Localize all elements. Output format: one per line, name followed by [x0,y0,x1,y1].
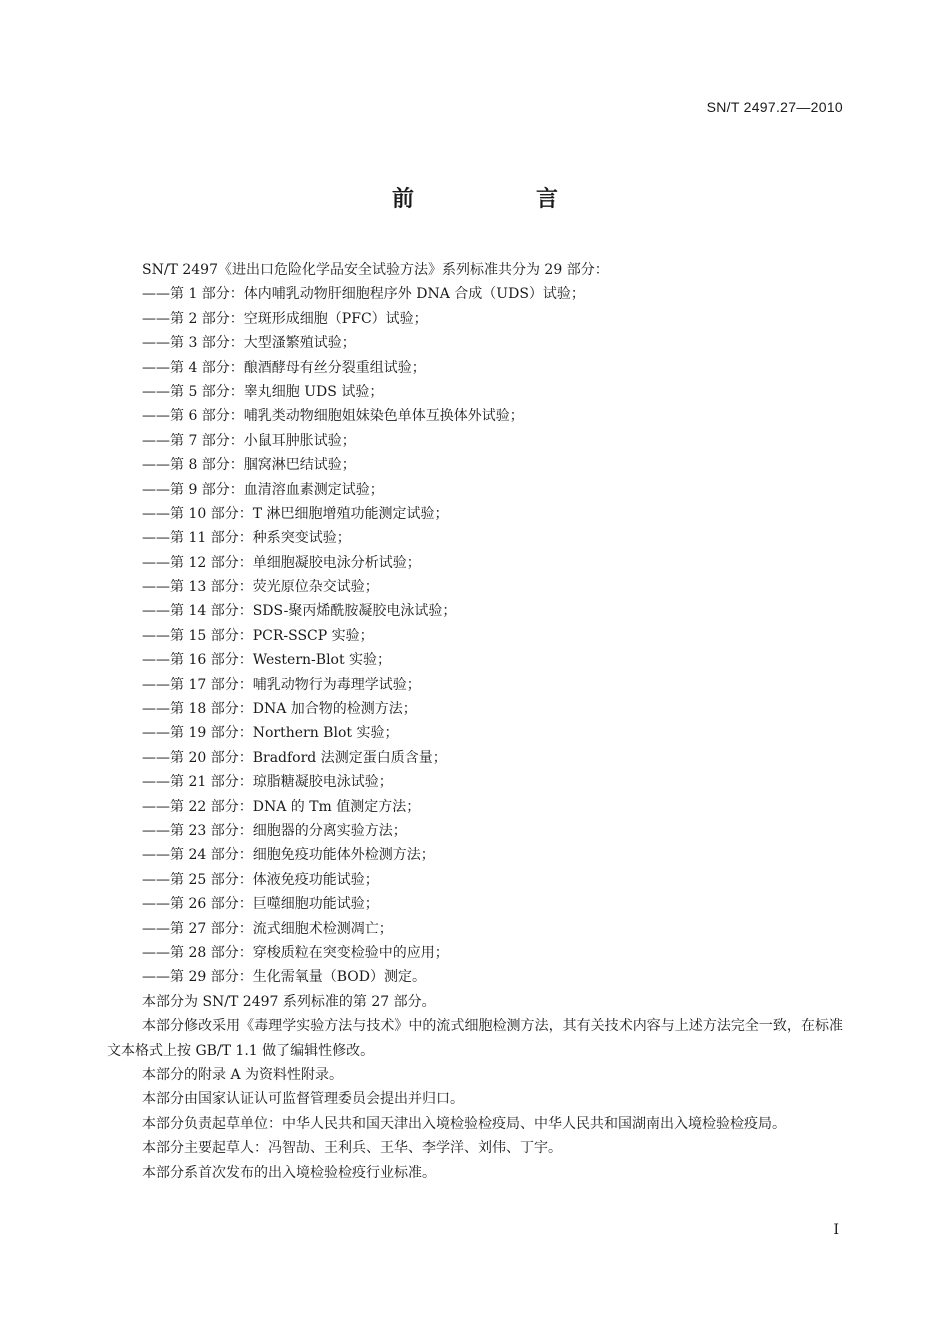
part-list-item: ——第 17 部分：哺乳动物行为毒理学试验； [142,676,421,693]
part-list-item: ——第 11 部分：种系突变试验； [142,530,351,547]
paragraph-annex: 本部分的附录 A 为资料性附录。 [142,1066,344,1083]
part-list-item: ——第 14 部分：SDS-聚丙烯酰胺凝胶电泳试验； [142,603,457,620]
standard-code: SN/T 2497.27—2010 [706,99,843,115]
part-list-item: ——第 10 部分：T 淋巴细胞增殖功能测定试验； [142,505,449,522]
paragraph-adoption: 本部分修改采用《毒理学实验方法与技术》中的流式细胞检测方法，其有关技术内容与上述方法完全一致，在标准文本格式上按 GB/T 1.1 做了编辑性修改。 [107,1018,843,1059]
part-list-item: ——第 1 部分：体内哺乳动物肝细胞程序外 DNA 合成（UDS）试验； [142,286,585,303]
part-list-item: ——第 5 部分：睾丸细胞 UDS 试验； [142,383,384,400]
part-list-item: ——第 20 部分：Bradford 法测定蛋白质含量； [142,749,447,766]
part-list-item: ——第 27 部分：流式细胞术检测凋亡； [142,920,393,937]
part-list-item: ——第 19 部分：Northern Blot 实验； [142,725,399,742]
foreword-body [107,258,843,1185]
page-number: I [833,1222,839,1238]
part-list-item: ——第 29 部分：生化需氧量（BOD）测定。 [142,969,426,986]
part-list-item: ——第 24 部分：细胞免疫功能体外检测方法； [142,847,435,864]
part-list-item: ——第 21 部分：琼脂糖凝胶电泳试验； [142,774,393,791]
page-title: 前 言 [391,187,608,212]
paragraph-proposer: 本部分由国家认证认可监督管理委员会提出并归口。 [142,1091,464,1108]
part-list-item: ——第 28 部分：穿梭质粒在突变检验中的应用； [142,944,449,961]
paragraph-part-number: 本部分为 SN/T 2497 系列标准的第 27 部分。 [142,993,436,1010]
part-list-item: ——第 3 部分：大型溞繁殖试验； [142,335,356,352]
part-list-item: ——第 4 部分：酿酒酵母有丝分裂重组试验； [142,359,426,376]
part-list-item: ——第 7 部分：小鼠耳肿胀试验； [142,432,356,449]
paragraph-drafters: 本部分主要起草人：冯智劼、王利兵、王华、李学洋、刘伟、丁宇。 [142,1140,562,1157]
part-list-item: ——第 8 部分：腘窝淋巴结试验； [142,457,356,474]
part-list-item: ——第 15 部分：PCR-SSCP 实验； [142,627,374,644]
part-list-item: ——第 2 部分：空斑形成细胞（PFC）试验； [142,310,428,327]
part-list-item: ——第 22 部分：DNA 的 Tm 值测定方法； [142,798,421,815]
part-list-item: ——第 25 部分：体液免疫功能试验； [142,871,379,888]
part-list-item: ——第 6 部分：哺乳类动物细胞姐妹染色单体互换体外试验； [142,408,524,425]
paragraph-drafting-units: 本部分负责起草单位：中华人民共和国天津出入境检验检疫局、中华人民共和国湖南出入境检验检疫局。 [142,1115,786,1132]
parts-list [107,282,843,989]
part-list-item: ——第 23 部分：细胞器的分离实验方法； [142,822,407,839]
part-list-item: ——第 18 部分：DNA 加合物的检测方法； [142,701,417,718]
part-list-item: ——第 9 部分：血清溶血素测定试验； [142,481,384,498]
paragraph-first-release: 本部分系首次发布的出入境检验检疫行业标准。 [142,1164,436,1181]
part-list-item: ——第 16 部分：Western-Blot 实验； [142,652,392,669]
part-list-item: ——第 13 部分：荧光原位杂交试验； [142,579,379,596]
part-list-item: ——第 12 部分：单细胞凝胶电泳分析试验； [142,554,421,571]
intro-line: SN/T 2497《进出口危险化学品安全试验方法》系列标准共分为 29 部分： [142,262,609,278]
part-list-item: ——第 26 部分：巨噬细胞功能试验； [142,896,379,913]
